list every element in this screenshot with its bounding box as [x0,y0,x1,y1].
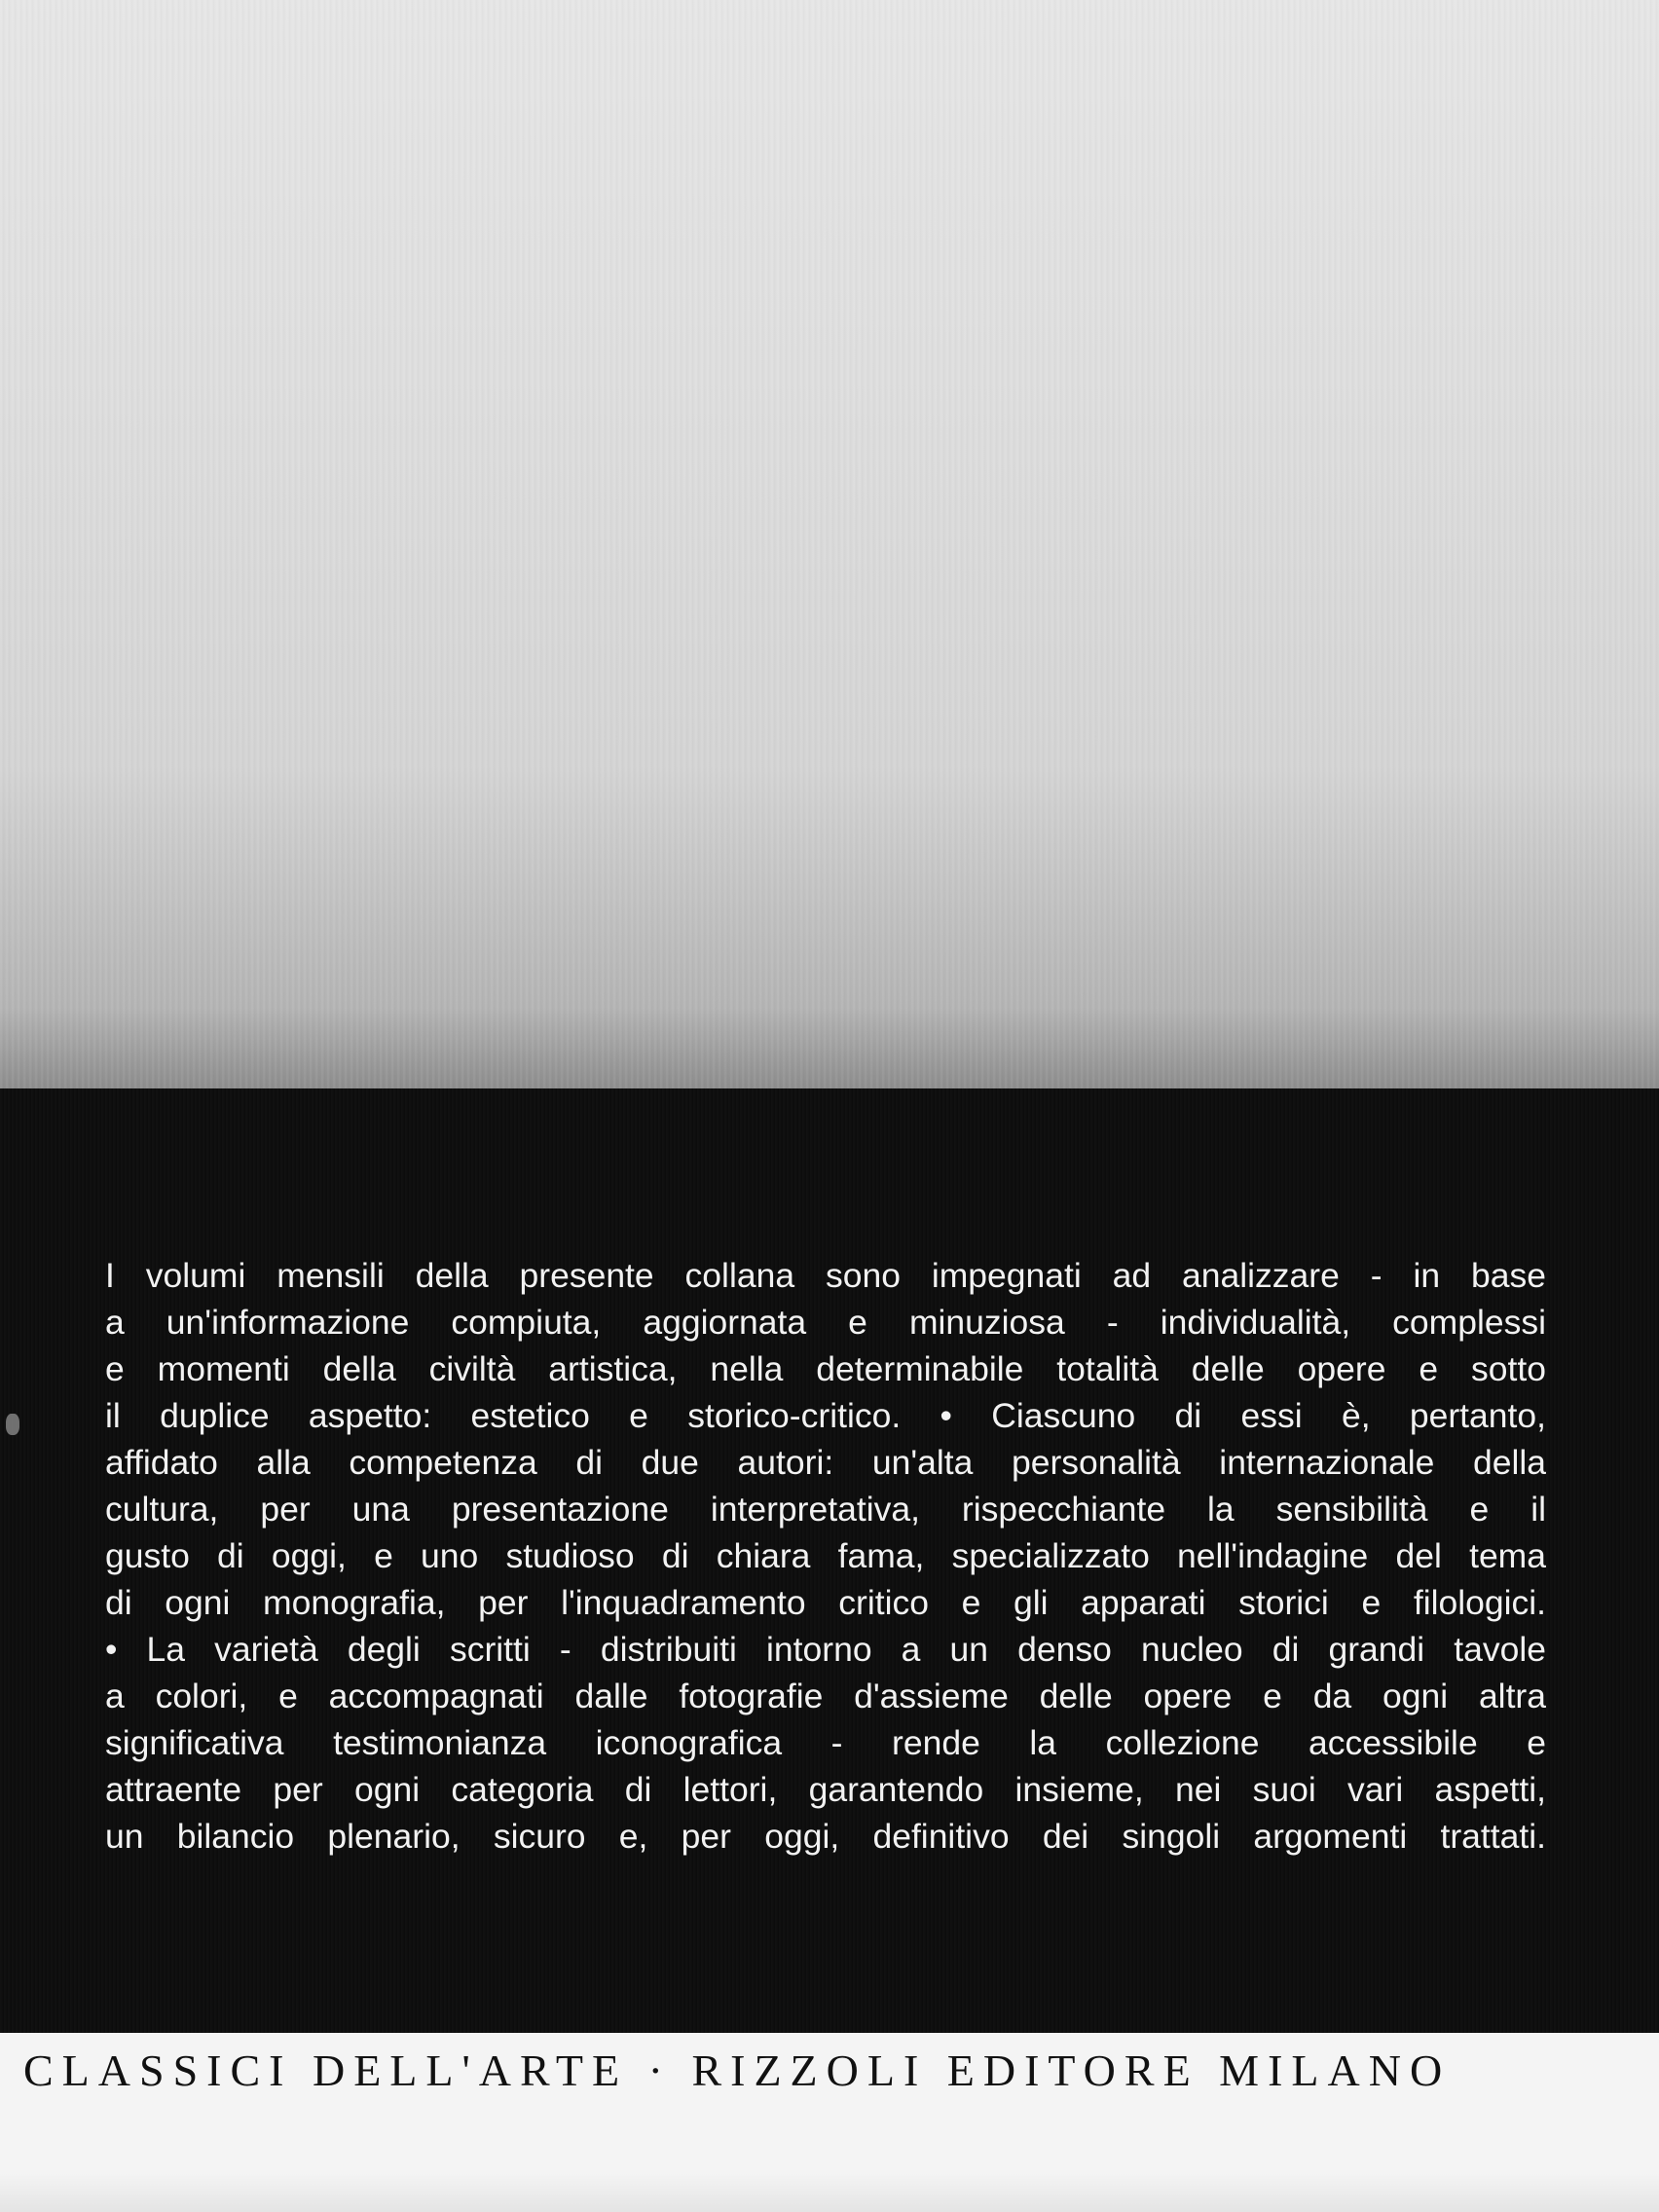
description-line-7: gusto di oggi, e uno studioso di chiara fama, specializzato nell'indagine del tema [105,1536,1546,1575]
description-line-11: significativa testimonianza iconografica - rende la collezione accessibile e [105,1723,1546,1762]
description-line-4: il duplice aspetto: estetico e storico-critico. • Ciascuno di essi è, pertanto, [105,1396,1546,1435]
scan-speck [6,1414,19,1435]
description-line-5: affidato alla competenza di due autori: un'alta personalità internazionale della [105,1443,1546,1482]
description-line-3: e momenti della civiltà artistica, nella determinabile totalità delle opere e sotto [105,1349,1546,1388]
description-line-6: cultura, per una presentazione interpretativa, rispecchiante la sensibilità e il [105,1490,1546,1529]
series-description [105,1252,1546,1860]
description-line-1: I volumi mensili della presente collana sono impegnati ad analizzare - in base [105,1256,1546,1295]
description-line-10: a colori, e accompagnati dalle fotografie d'assieme delle opere e da ogni altra [105,1677,1546,1715]
description-line-13: un bilancio plenario, sicuro e, per oggi, definitivo dei singoli argomenti trattati. [105,1817,1546,1856]
series-publisher-line: CLASSICI DELL'ARTE · RIZZOLI EDITORE MILANO [23,2046,1452,2095]
cover-upper-grey-area [0,0,1659,1095]
cover-bottom-edge [0,2173,1659,2212]
description-line-2: a un'informazione compiuta, aggiornata e minuziosa - individualità, complessi [105,1303,1546,1342]
description-line-12: attraente per ogni categoria di lettori, garantendo insieme, nei suoi vari aspetti, [105,1770,1546,1809]
description-line-9: • La varietà degli scritti - distribuiti intorno a un denso nucleo di grandi tavole [105,1630,1546,1669]
description-line-8: di ogni monografia, per l'inquadramento critico e gli apparati storici e filologici. [105,1583,1546,1622]
